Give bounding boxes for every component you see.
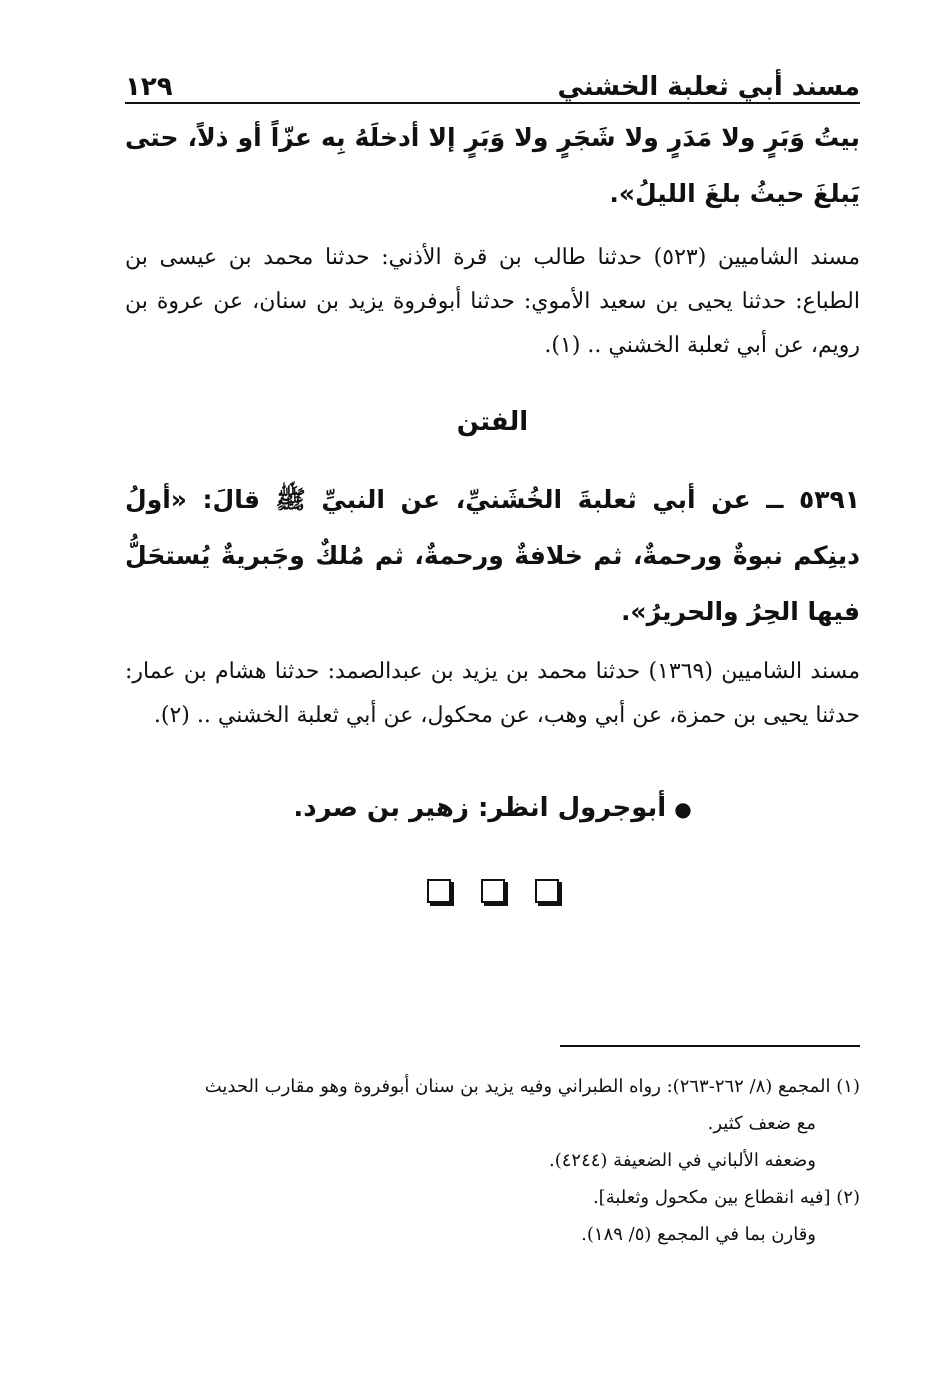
- hadith-5391: ٥٣٩١ ــ عن أبي ثعلبةَ الخُشَنيِّ، عن النبيِّ ﷺ قالَ: «أولُ دينِكم نبوةٌ ورحمةٌ، ثم خلافةٌ ورحمةٌ، ثم مُلكٌ وجَبريةٌ يُستحَلُّ فيها الحِرُ والحريرُ».: [125, 485, 860, 626]
- footnote-2-line-1: (٢) [فيه انقطاع بين مكحول وثعلبة].: [592, 1187, 860, 1208]
- square-ornament-icon: [535, 879, 559, 903]
- section-heading: الفتن: [456, 407, 529, 437]
- page: [125, 62, 860, 903]
- footnote-1-line-2: مع ضعف كثير.: [707, 1113, 816, 1134]
- footnotes: [125, 1068, 860, 1253]
- footnote-divider: [560, 1045, 860, 1047]
- hadith-continuation: بيتُ وَبَرٍ ولا مَدَرٍ ولا شَجَرٍ ولا وَبَرٍ إلا أدخلَهُ بِه عزّاً أو ذلاً، حتى يَبلغَ حيثُ بلغَ الليلُ».: [125, 123, 860, 208]
- page-number: ١٢٩: [125, 72, 173, 102]
- bullet-icon: ●: [674, 797, 692, 821]
- isnad-paragraph-1: مسند الشاميين (٥٢٣) حدثنا طالب بن قرة الأذني: حدثنا محمد بن عيسى بن الطباع: حدثنا يحيى بن سعيد الأموي: حدثنا أبوفروة يزيد بن سنان، عن عروة بن رويم، عن أبي ثعلبة الخشني .. (١).: [125, 245, 860, 358]
- cross-reference: [125, 788, 860, 829]
- isnad-paragraph-2: مسند الشاميين (١٣٦٩) حدثنا محمد بن يزيد بن عبدالصمد: حدثنا هشام بن عمار: حدثنا يحيى بن حمزة، عن أبي وهب، عن محكول، عن أبي ثعلبة الخشني .. (٢).: [125, 659, 861, 728]
- footnote-1-line-3: وضعفه الألباني في الضعيفة (٤٢٤٤).: [549, 1150, 816, 1171]
- square-ornament-icon: [481, 879, 505, 903]
- footnote-2-line-2: وقارن بما في المجمع (٥/ ١٨٩).: [581, 1224, 816, 1245]
- page-header: [125, 62, 860, 104]
- square-ornament-icon: [427, 879, 451, 903]
- section-separator: [125, 879, 860, 903]
- cross-reference-text: أبوجرول انظر: زهير بن صرد.: [293, 793, 667, 823]
- running-title: مسند أبي ثعلبة الخشني: [557, 72, 860, 102]
- footnote-1-line-1: (١) المجمع (٨/ ٢٦٢-٢٦٣): رواه الطبراني وفيه يزيد بن سنان أبوفروة وهو مقارب الحديث: [204, 1076, 860, 1097]
